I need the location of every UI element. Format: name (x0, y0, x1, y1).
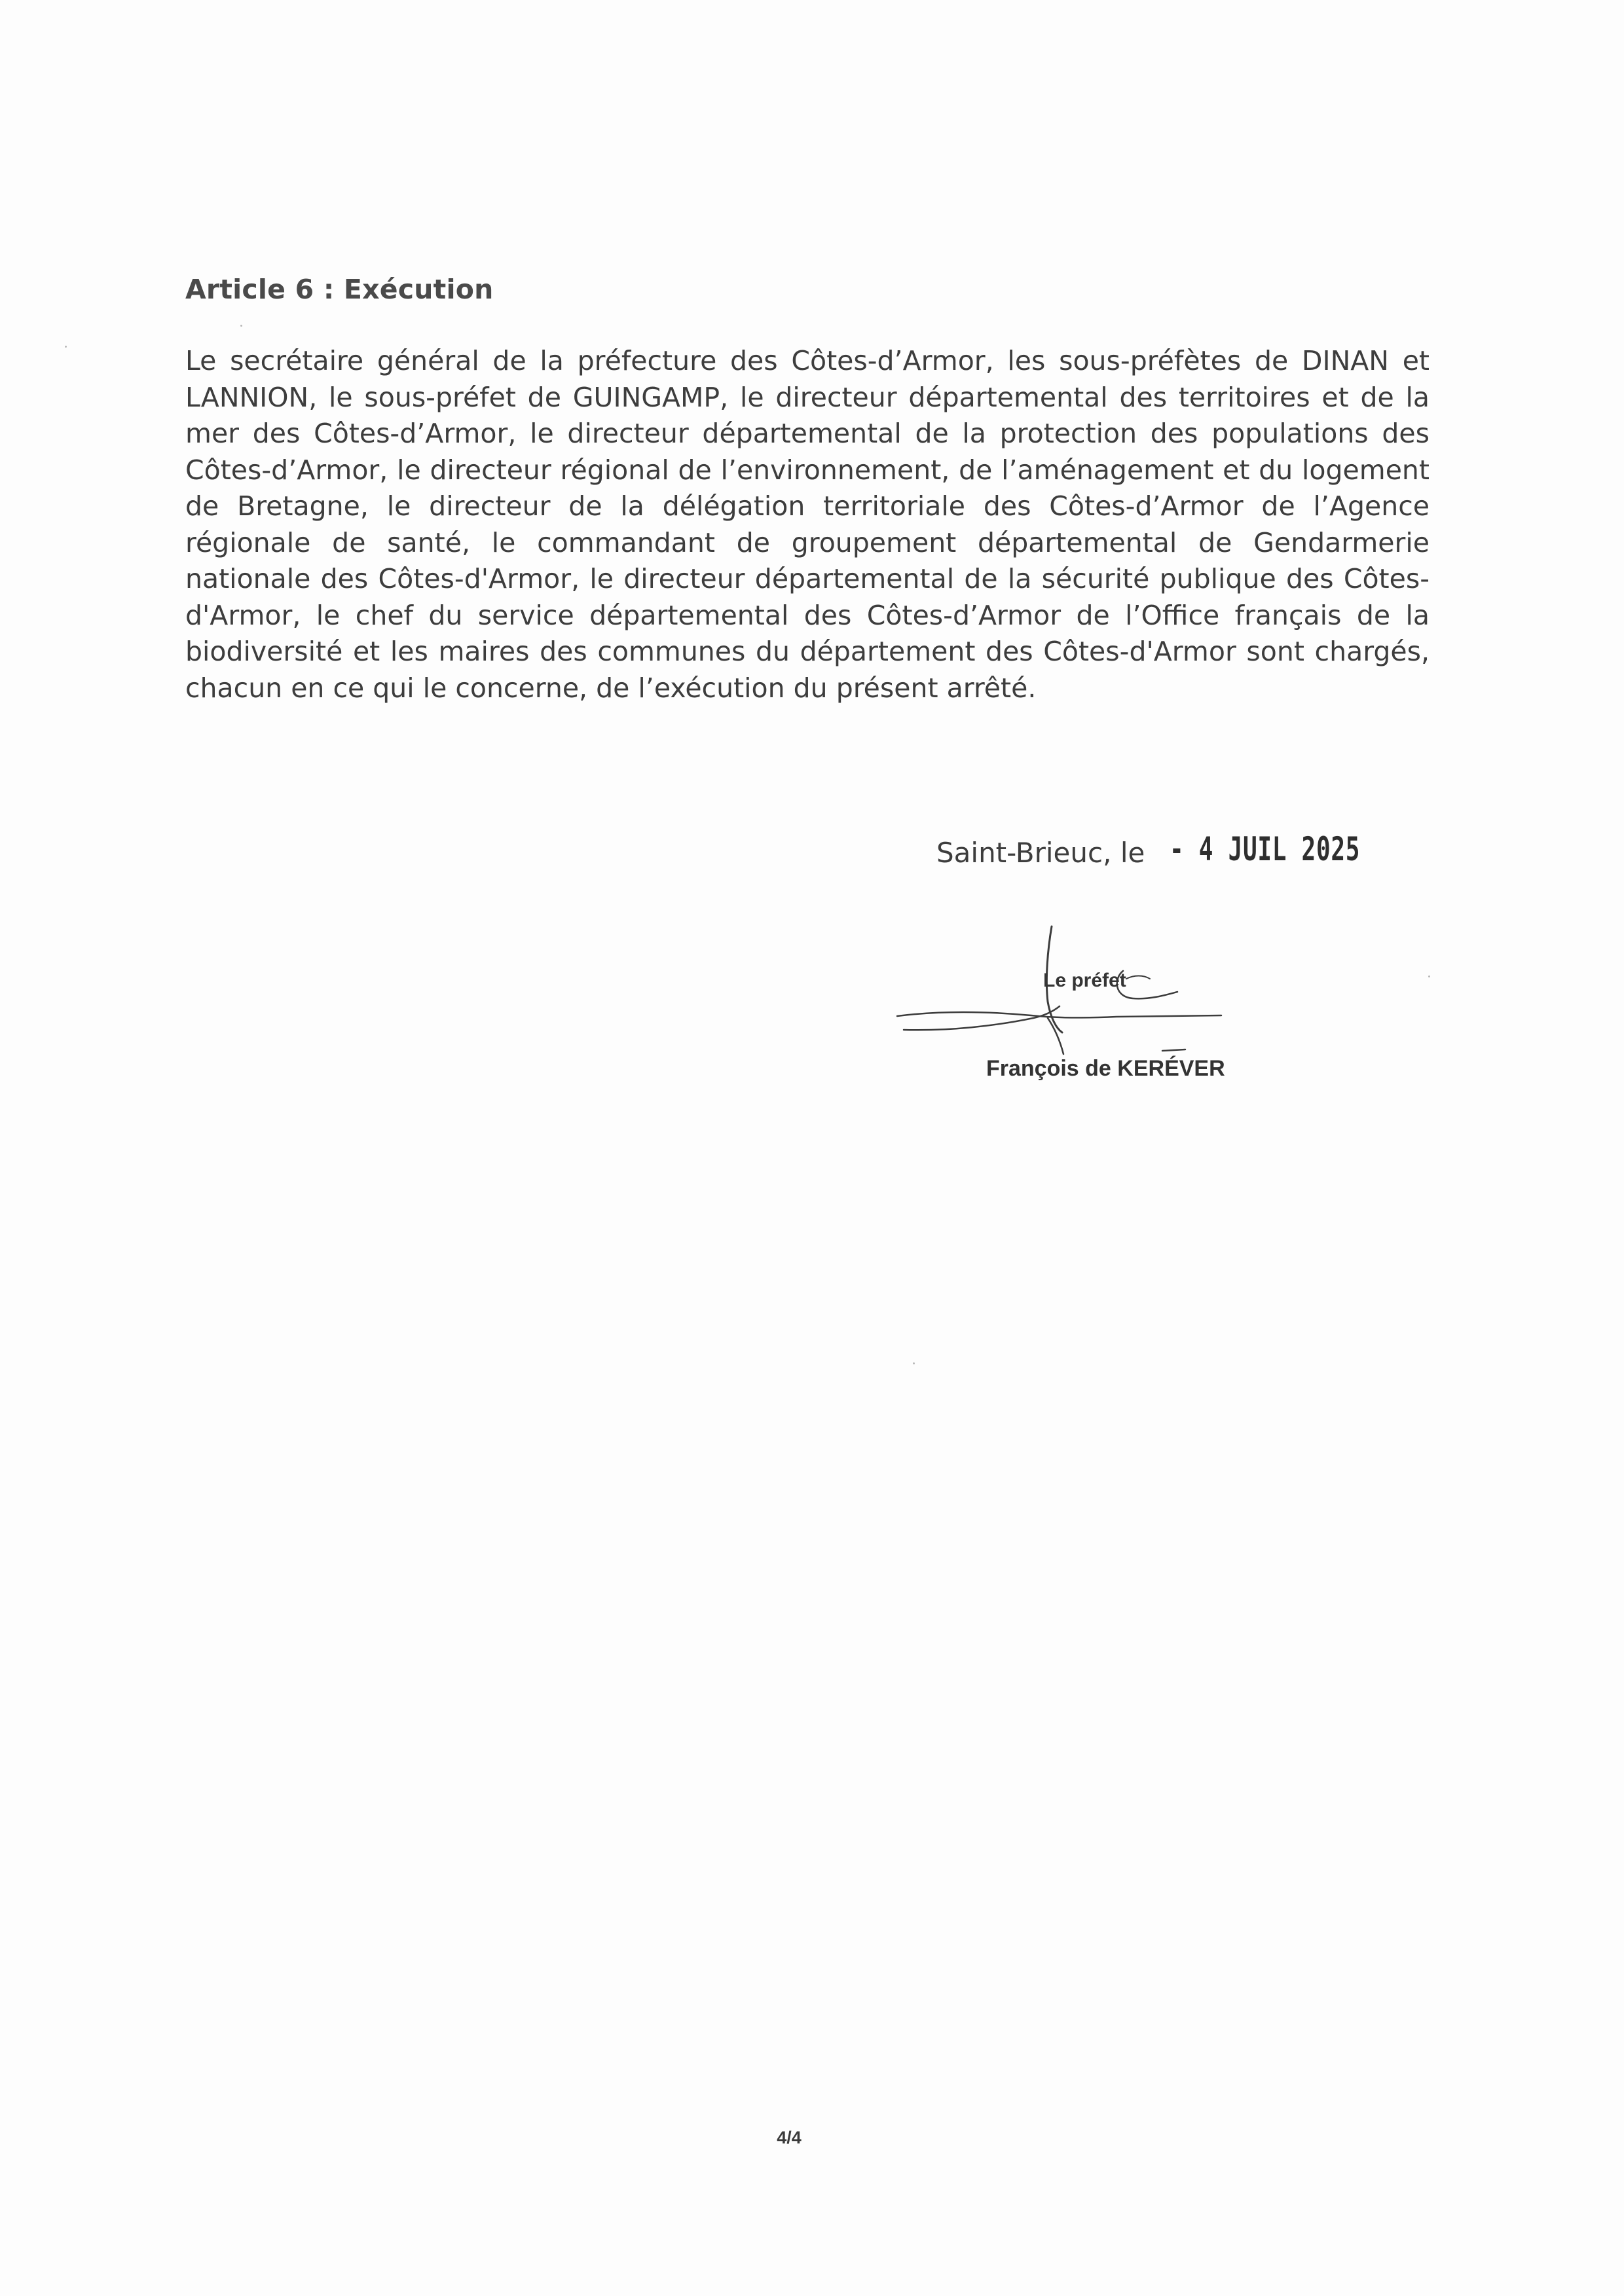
article-heading: Article 6 : Exécution (185, 274, 494, 305)
scan-speck (913, 1362, 915, 1364)
signatory-title: Le préfet (1043, 970, 1126, 991)
signing-date-line (936, 830, 1460, 876)
signing-place: Saint-Brieuc, le (936, 837, 1145, 869)
scan-speck (65, 346, 67, 348)
signatory-name: François de KERÉVER (986, 1056, 1225, 1081)
page-number: 4/4 (777, 2128, 802, 2147)
article-body-paragraph: Le secrétaire général de la préfecture des Côtes-d’Armor, les sous-préfètes de DINAN et LANNION, le sous-préfet de GUINGAMP, le directeur départemental des territoires et de la mer des Côtes-d’Armor, le directeur départemental de la protection des populations des Côtes-d’Armor, le directeur régional de l’environnement, de l’aménagement et du logement de Bretagne, le directeur de la délégation territoriale des Côtes-d’Armor de l’Agence régionale de santé, le commandant de groupement départemental de Gendarmerie nationale des Côtes-d'Armor, le directeur départemental de la sécurité publique des Côtes-d'Armor, le chef du service départemental des Côtes-d’Armor de l’Office français de la biodiversité et les maires des communes du département des Côtes-d'Armor sont chargés, chacun en ce qui le concerne, de l’exécution du présent arrêté. (185, 345, 1430, 704)
scan-speck (240, 325, 242, 327)
scan-speck (1428, 975, 1430, 977)
signature-block (891, 920, 1231, 1097)
date-stamp: - 4 JUIL 2025 (1170, 830, 1361, 868)
